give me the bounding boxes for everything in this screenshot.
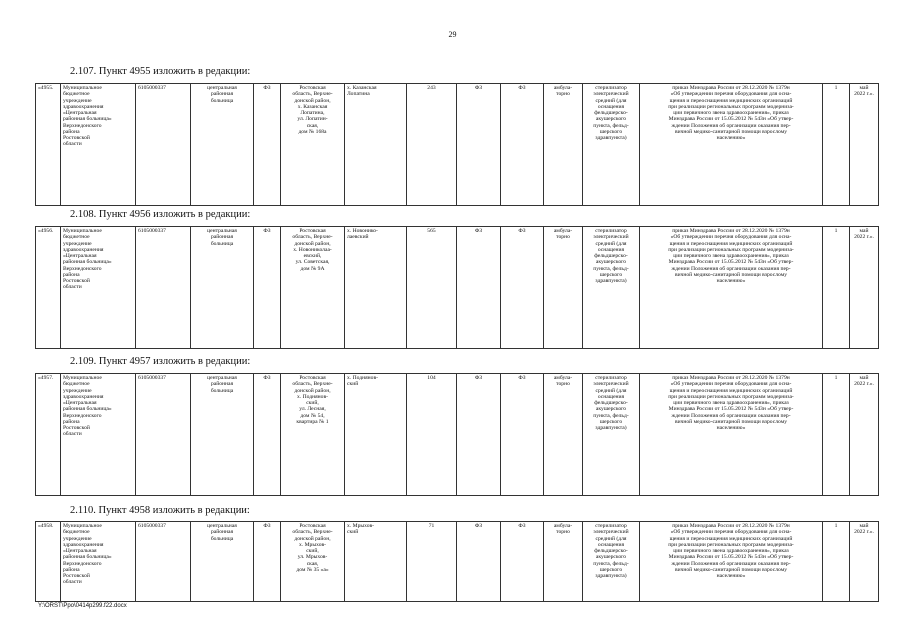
cell-organization: Муниципальное бюджетное учреждение здравоохранения «Центральная районная больница» Верхнедонского района Ростовской области: [61, 84, 136, 206]
section-heading: 2.108. Пункт 4956 изложить в редакции:: [70, 209, 251, 220]
cell-number: «4956.: [36, 227, 61, 349]
cell-fz: ФЗ: [457, 522, 501, 602]
cell-locality: х. Новонико- лаевский: [345, 227, 407, 349]
amendment-table: [35, 226, 879, 349]
cell-date: май 2022 г.».: [850, 522, 879, 602]
cell-locality: х. Мрыхов- ский: [345, 522, 407, 602]
cell-inn: 6105000337: [136, 522, 191, 602]
cell-fz: ФЗ: [254, 84, 281, 206]
cell-quantity: 1: [823, 84, 850, 206]
cell-type: центральная районная больница: [191, 374, 254, 496]
cell-number: «4955.: [36, 84, 61, 206]
cell-fz: ФЗ: [254, 374, 281, 496]
table-row: [36, 522, 879, 602]
cell-order: приказ Минздрава России от 28.12.2020 № 1379н «Об утверждении перечня оборудования для осна- щения и переоснащения медицинских организаций при реализации региональных программ модерниза- ции первичного звена здравоохранения», приказ Минздрава России от 15.05.2012 № 543н «Об утвер- ждении Положения об организации оказания пер- вичной медико-санитарной помощи взрослому населению»: [640, 374, 823, 496]
cell-fz: ФЗ: [501, 374, 544, 496]
table-row: [36, 227, 879, 349]
cell-order: приказ Минздрава России от 28.12.2020 № 1379н «Об утверждении перечня оборудования для осна- щения и переоснащения медицинских организаций при реализации региональных программ модерниза- ции первичного звена здравоохранения», приказ Минздрава России от 15.05.2012 № 543н «Об утвер- ждении Положения об организации оказания пер- вичной медико-санитарной помощи взрослому населению»: [640, 522, 823, 602]
cell-number: «4957.: [36, 374, 61, 496]
cell-order: приказ Минздрава России от 28.12.2020 № 1379н «Об утверждении перечня оборудования для осна- щения и переоснащения медицинских организаций при реализации региональных программ модерниза- ции первичного звена здравоохранения», приказ Минздрава России от 15.05.2012 № 543н «Об утвер- ждении Положения об организации оказания пер- вичной медико-санитарной помощи взрослому населению»: [640, 84, 823, 206]
cell-mode: амбула- торно: [544, 84, 583, 206]
cell-type: центральная районная больница: [191, 227, 254, 349]
cell-organization: Муниципальное бюджетное учреждение здравоохранения «Центральная районная больница» Верхнедонского района Ростовской области: [61, 227, 136, 349]
section-heading: 2.107. Пункт 4955 изложить в редакции:: [70, 66, 251, 77]
amendment-table: [35, 373, 879, 496]
cell-fz: ФЗ: [457, 84, 501, 206]
cell-equipment: стерилизатор электрический средний (для оснащения фельдшерско- акушерского пункта, фельд- шерского здравпункта): [583, 374, 640, 496]
cell-fz: ФЗ: [501, 84, 544, 206]
cell-number: «4958.: [36, 522, 61, 602]
cell-equipment: стерилизатор электрический средний (для оснащения фельдшерско- акушерского пункта, фельд- шерского здравпункта): [583, 522, 640, 602]
table-row: [36, 374, 879, 496]
cell-address: Ростовская область, Верхне- донской район, х. Мрыхов- ский, ул. Мрыхов- ская, дом № 35 «а»: [281, 522, 345, 602]
cell-population: 565: [407, 227, 457, 349]
amendment-table: [35, 83, 879, 206]
cell-locality: х. Казанская Лопатина: [345, 84, 407, 206]
cell-quantity: 1: [823, 522, 850, 602]
cell-population: 71: [407, 522, 457, 602]
cell-organization: Муниципальное бюджетное учреждение здравоохранения «Центральная районная больница» Верхнедонского района Ростовской области: [61, 374, 136, 496]
cell-fz: ФЗ: [254, 522, 281, 602]
cell-order: приказ Минздрава России от 28.12.2020 № 1379н «Об утверждении перечня оборудования для осна- щения и переоснащения медицинских организаций при реализации региональных программ модерниза- ции первичного звена здравоохранения», приказ Минздрава России от 15.05.2012 № 543н «Об утвер- ждении Положения об организации оказания пер- вичной медико-санитарной помощи взрослому населению»: [640, 227, 823, 349]
table-row: [36, 84, 879, 206]
cell-population: 104: [407, 374, 457, 496]
cell-address: Ростовская область, Верхне- донской район, х. Казанская Лопатина, ул. Лопатин- ская, дом № 168а: [281, 84, 345, 206]
cell-date: май 2022 г.».: [850, 227, 879, 349]
cell-quantity: 1: [823, 374, 850, 496]
section-heading: 2.110. Пункт 4958 изложить в редакции:: [70, 505, 250, 516]
cell-address: Ростовская область, Верхне- донской район, х. Поднянов- ский, ул. Лесная, дом № 54, квартира № 1: [281, 374, 345, 496]
page-number: 29: [448, 30, 457, 39]
section-heading: 2.109. Пункт 4957 изложить в редакции:: [70, 356, 251, 367]
cell-fz: ФЗ: [501, 522, 544, 602]
cell-address: Ростовская область, Верхне- донской район, х. Новониколаа- евский, ул. Советская, дом № 9А: [281, 227, 345, 349]
cell-mode: амбула- торно: [544, 374, 583, 496]
cell-inn: 6105000337: [136, 374, 191, 496]
cell-population: 243: [407, 84, 457, 206]
cell-mode: амбула- торно: [544, 227, 583, 349]
cell-fz: ФЗ: [457, 227, 501, 349]
cell-equipment: стерилизатор электрический средний (для оснащения фельдшерско- акушерского пункта, фельд- шерского здравпункта): [583, 227, 640, 349]
cell-locality: х. Поднянов- ский: [345, 374, 407, 496]
cell-date: май 2022 г.».: [850, 84, 879, 206]
cell-mode: амбула- торно: [544, 522, 583, 602]
cell-quantity: 1: [823, 227, 850, 349]
cell-type: центральная районная больница: [191, 84, 254, 206]
cell-equipment: стерилизатор электрический средний (для оснащения фельдшерско- акушерского пункта, фельд- шерского здравпункта): [583, 84, 640, 206]
cell-type: центральная районная больница: [191, 522, 254, 602]
cell-fz: ФЗ: [457, 374, 501, 496]
footer-file-path: Y:\ORST\Ppo\0414p299.f22.docx: [38, 603, 127, 609]
cell-fz: ФЗ: [254, 227, 281, 349]
cell-organization: Муниципальное бюджетное учреждение здравоохранения «Центральная районная больница» Верхнедонского района Ростовской области: [61, 522, 136, 602]
cell-fz: ФЗ: [501, 227, 544, 349]
cell-inn: 6105000337: [136, 84, 191, 206]
cell-date: май 2022 г.».: [850, 374, 879, 496]
amendment-table: [35, 521, 879, 602]
cell-inn: 6105000337: [136, 227, 191, 349]
